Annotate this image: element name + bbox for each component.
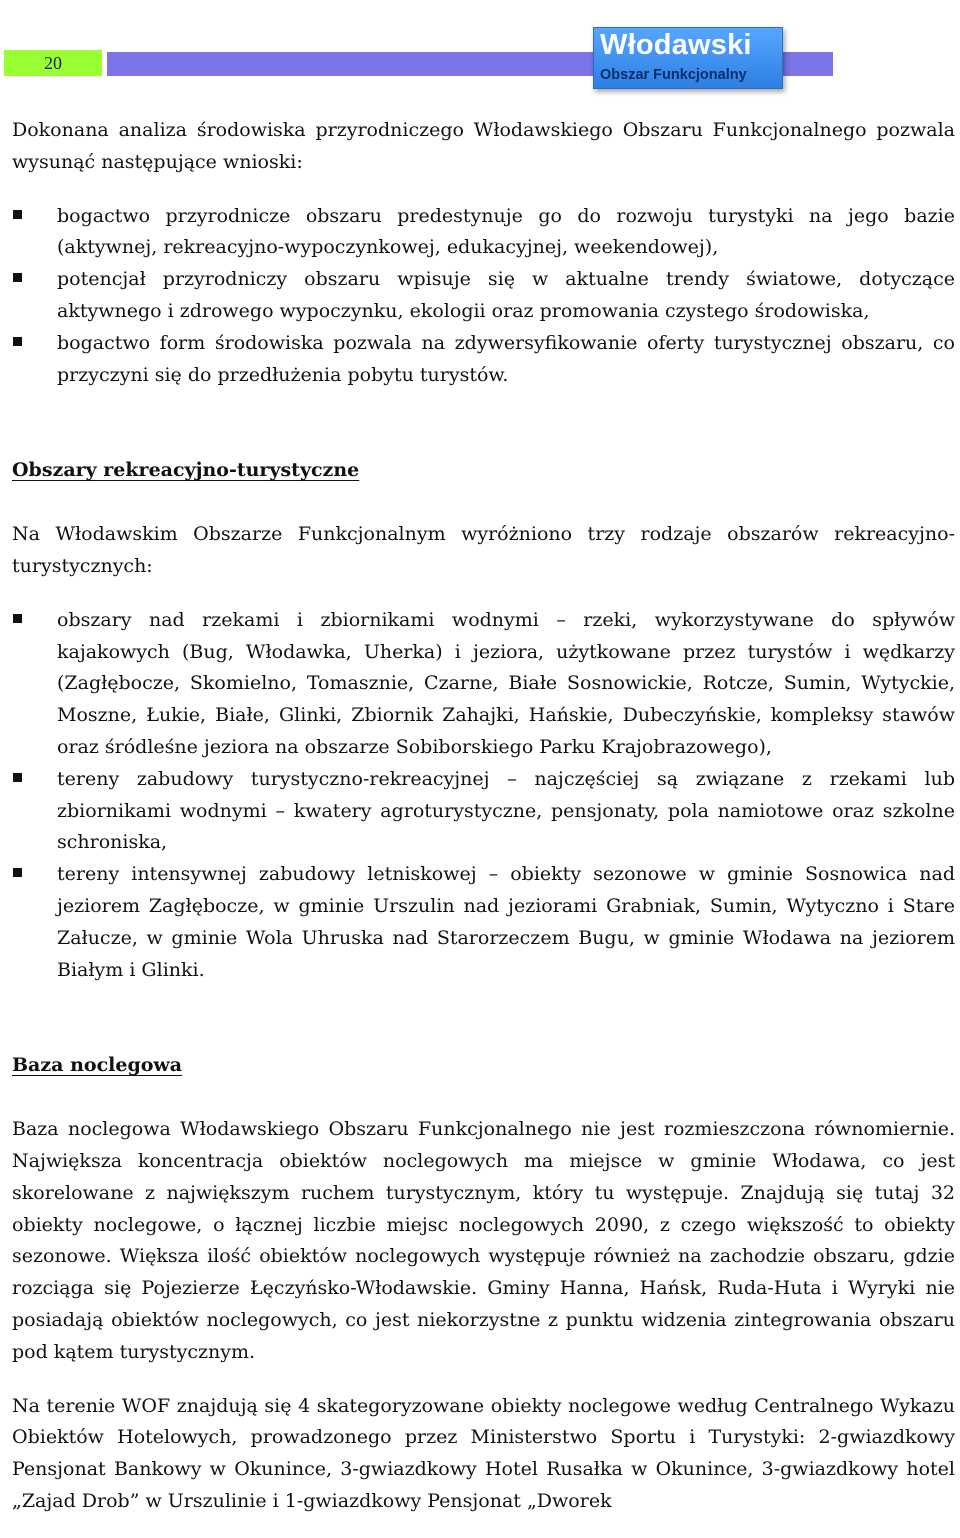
document-body: [12, 115, 955, 1518]
list-item-text: tereny zabudowy turystyczno-rekreacyjnej – najczęściej są związane z rzekami lub zbiornikami wodnymi – kwatery agroturystyczne, pensjonaty, pola namiotowe oraz szkolne schroniska,: [57, 767, 955, 854]
logo-subtitle: Obszar Funkcjonalny: [600, 67, 747, 83]
bullet-icon: [13, 210, 22, 219]
list-item: [12, 201, 955, 265]
list-item: [12, 264, 955, 328]
list-item: [12, 764, 955, 859]
bullet-icon: [13, 773, 22, 782]
list-item: [12, 859, 955, 986]
accommodation-paragraph-1: Baza noclegowa Włodawskiego Obszaru Funkcjonalnego nie jest rozmieszczona równomiernie. Największa koncentracja obiektów noclegowych ma miejsce w gminie Włodawa, co jest skorelowane z największym ruchem turystycznym, który tu występuje. Znajdują się tutaj 32 obiekty noclegowe, o łącznej liczbie miejsc noclegowych 2090, z czego większość to obiekty sezonowe. Większa ilość obiektów noclegowych występuje również na zachodzie obszaru, gdzie rozciąga się Pojezierze Łęczyńsko-Włodawskie. Gminy Hanna, Hańsk, Ruda-Huta i Wyryki nie posiadają obiektów noclegowych, co jest niekorzystne z punktu widzenia zintegrowania obszaru pod kątem turystycznym.: [12, 1118, 955, 1363]
list-item: [12, 328, 955, 392]
logo-title: Włodawski: [600, 29, 752, 61]
list-item-text: tereny intensywnej zabudowy letniskowej – obiekty sezonowe w gminie Sosnowica nad jeziorem Zagłębocze, w gminie Urszulin nad jeziorami Grabniak, Sumin, Wytyczno i Stare Załucze, w gminie Wola Uhruska nad Starorzeczem Bugu, w gminie Włodawa na jeziorem Białym i Glinki.: [57, 863, 955, 981]
bullet-icon: [13, 273, 22, 282]
list-item-text: potencjał przyrodniczy obszaru wpisuje się w aktualne trendy światowe, dotyczące aktywnego i zdrowego wypoczynku, ekologii oraz promowania czystego środowiska,: [57, 268, 955, 322]
page-number: 20: [4, 50, 102, 76]
logo: [593, 27, 783, 89]
bullet-icon: [13, 614, 22, 623]
accommodation-paragraph-2: Na terenie WOF znajdują się 4 skategoryzowane obiekty noclegowe według Centralnego Wykazu Obiektów Hotelowych, prowadzonego przez Ministerstwo Sportu i Turystyki: 2-gwiazdkowy Pensjonat Bankowy w Okunince, 3-gwiazdkowy Hotel Rusałka w Okunince, 3-gwiazdkowy hotel „Zajad Drob” w Urszulinie i 1-gwiazdkowy Pensjonat „Dworek: [12, 1394, 955, 1512]
list-item-text: obszary nad rzekami i zbiornikami wodnymi – rzeki, wykorzystywane do spływów kajakowych (Bug, Włodawka, Uherka) i jeziora, użytkowane przez turystów i wędkarzy (Zagłębocze, Skomielno, Tomasznie, Czarne, Białe Sosnowickie, Rotcze, Sumin, Wytyckie, Moszne, Łukie, Białe, Glinki, Zbiornik Zahajki, Hańskie, Dubeczyńskie, kompleksy stawów oraz śródleśne jeziora na obszarze Sobiborskiego Parku Krajobrazowego),: [57, 608, 955, 758]
intro-paragraph: Dokonana analiza środowiska przyrodniczego Włodawskiego Obszaru Funkcjonalnego pozwala wysunąć następujące wnioski:: [12, 119, 955, 173]
recreation-areas-list: [12, 605, 955, 987]
section-heading-recreation: Obszary rekreacyjno-turystyczne: [12, 459, 360, 482]
list-item-text: bogactwo form środowiska pozwala na zdywersyfikowanie oferty turystycznej obszaru, co przyczyni się do przedłużenia pobytu turystów.: [57, 331, 955, 386]
bullet-icon: [13, 868, 22, 877]
section-intro: Na Włodawskim Obszarze Funkcjonalnym wyróżniono trzy rodzaje obszarów rekreacyjno-turystycznych:: [12, 523, 955, 577]
list-item: [12, 605, 955, 764]
bullet-icon: [13, 337, 22, 346]
conclusions-list: [12, 201, 955, 392]
list-item-text: bogactwo przyrodnicze obszaru predestynuje go do rozwoju turystyki na jego bazie (aktywnej, rekreacyjno-wypoczynkowej, edukacyjnej, weekendowej),: [57, 204, 955, 259]
section-heading-accommodation: Baza noclegowa: [12, 1054, 183, 1077]
